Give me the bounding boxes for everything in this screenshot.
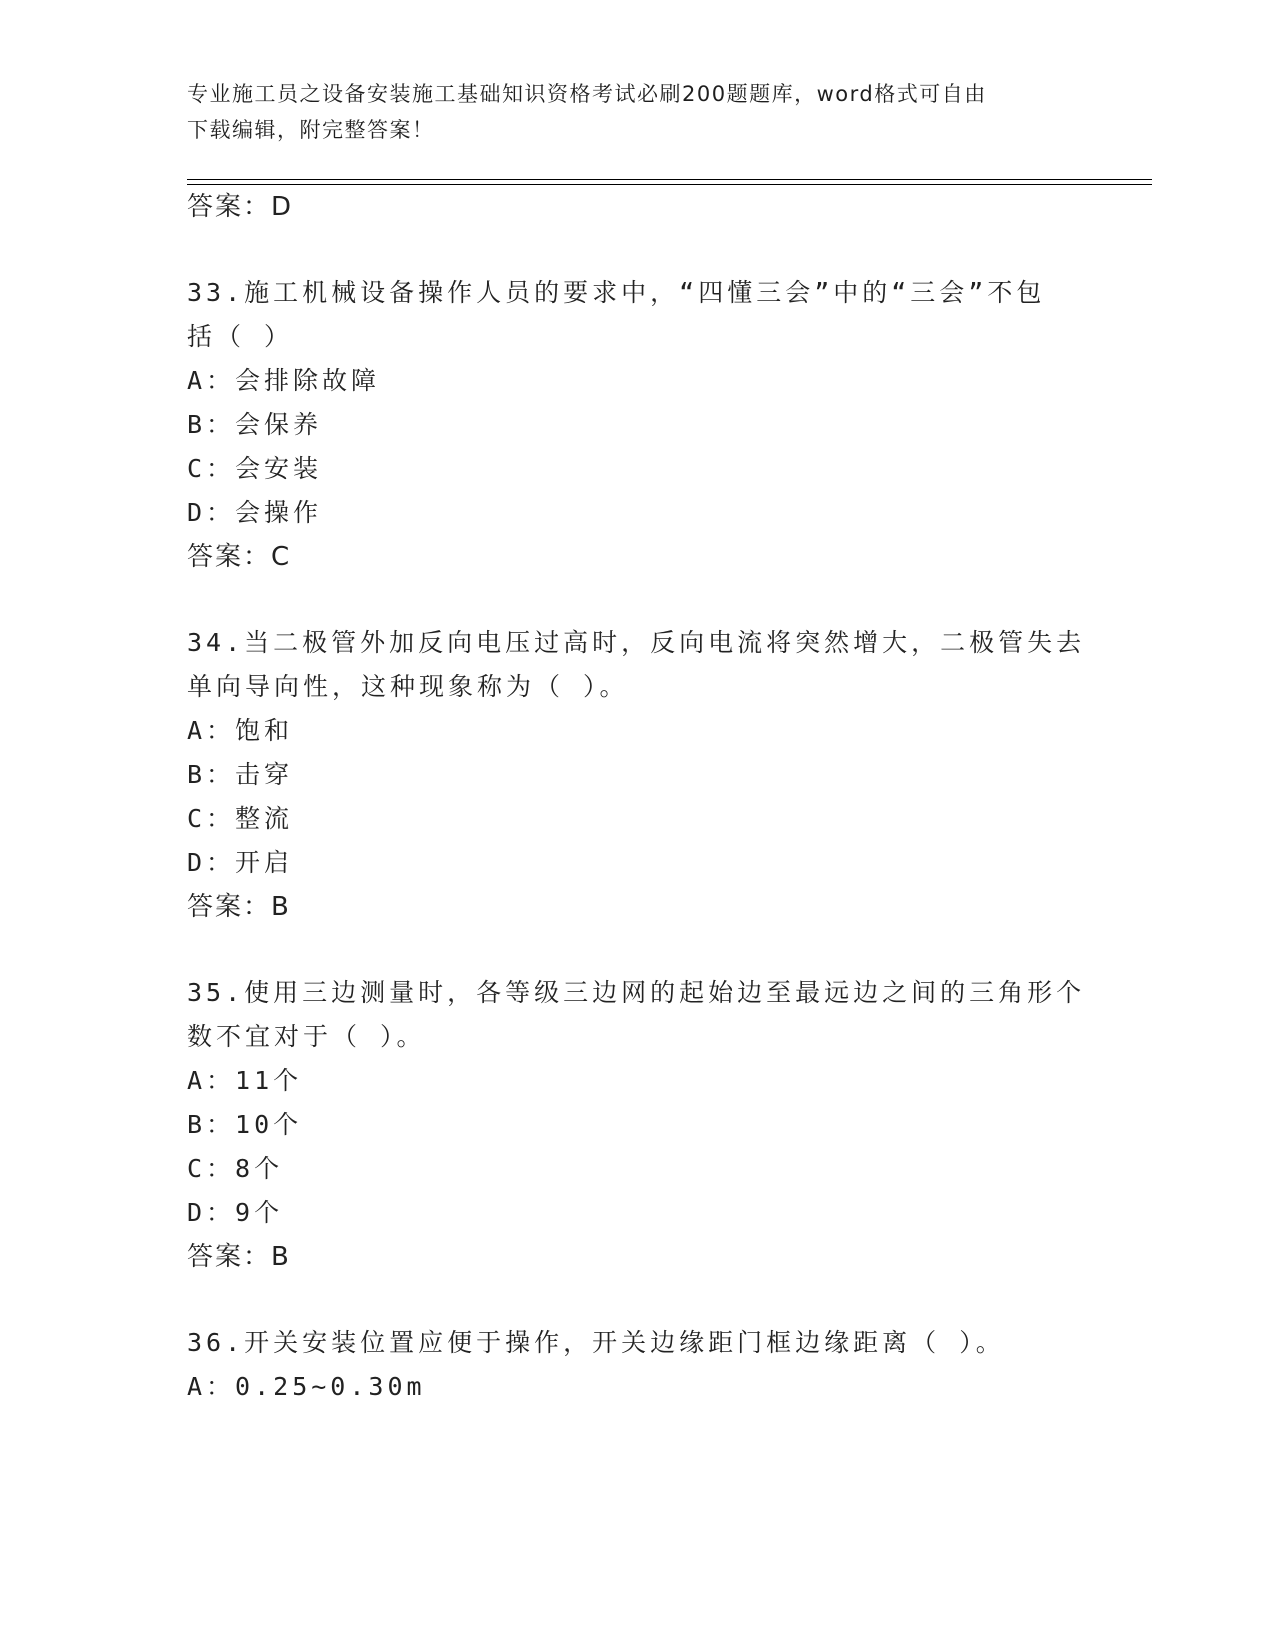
- header-line-2: 下载编辑，附完整答案！: [187, 118, 435, 142]
- question-33-option-b: B：会保养: [187, 410, 323, 439]
- question-35-option-b: B：10个: [187, 1110, 303, 1139]
- question-34-stem-line-1: 34.当二极管外加反向电压过高时，反向电流将突然增大，二极管失去: [187, 628, 1086, 657]
- question-34-stem-line-2: 单向导向性，这种现象称为（ ）。: [187, 672, 629, 701]
- question-33-answer: 答案：C: [187, 542, 292, 572]
- header-line-1: 专业施工员之设备安装施工基础知识资格考试必刷200题题库，word格式可自由: [187, 82, 987, 106]
- document-header: [187, 76, 1067, 148]
- question-35-stem-line-1: 35.使用三边测量时，各等级三边网的起始边至最远边之间的三角形个: [187, 978, 1086, 1007]
- question-35-option-a: A：11个: [187, 1066, 303, 1095]
- question-35-stem-line-2: 数不宜对于（ ）。: [187, 1022, 426, 1051]
- answer-previous: 答案：D: [187, 192, 294, 222]
- question-36-option-a: A：0.25~0.30m: [187, 1372, 426, 1401]
- question-35-option-d: D：9个: [187, 1198, 284, 1227]
- question-33-option-d: D：会操作: [187, 498, 323, 527]
- question-33-option-c: C：会安装: [187, 454, 323, 483]
- question-35-answer: 答案：B: [187, 1242, 291, 1272]
- question-33-option-a: A：会排除故障: [187, 366, 381, 395]
- header-divider-top: [187, 179, 1152, 180]
- question-35-option-c: C：8个: [187, 1154, 284, 1183]
- question-33-stem-line-2: 括（ ）: [187, 322, 294, 351]
- question-34-answer: 答案：B: [187, 892, 291, 922]
- question-34-option-a: A：饱和: [187, 716, 294, 745]
- header-divider-bottom: [187, 184, 1152, 185]
- question-34-option-d: D：开启: [187, 848, 294, 877]
- question-34-option-b: B：击穿: [187, 760, 294, 789]
- question-36-stem-line-1: 36.开关安装位置应便于操作，开关边缘距门框边缘距离（ ）。: [187, 1328, 1005, 1357]
- question-34-option-c: C：整流: [187, 804, 294, 833]
- question-33-stem-line-1: 33.施工机械设备操作人员的要求中，“四懂三会”中的“三会”不包: [187, 278, 1046, 307]
